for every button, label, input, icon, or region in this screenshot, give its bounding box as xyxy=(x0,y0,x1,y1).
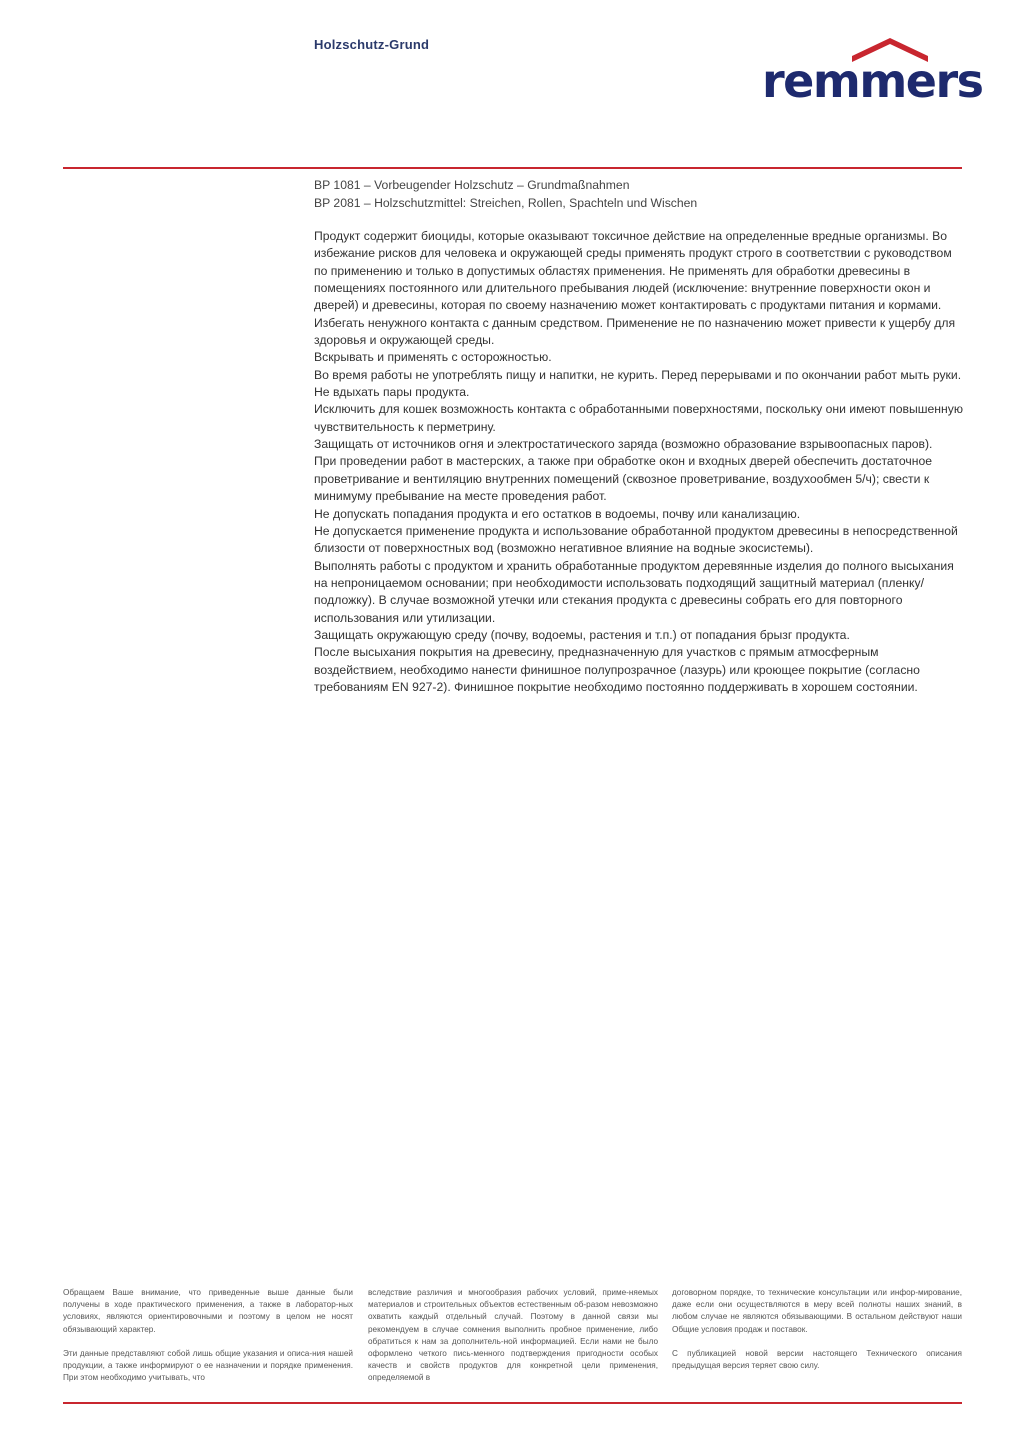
safety-paragraph: Продукт содержит биоциды, которые оказывают токсичное действие на определенные вредные организмы. Во избежание рисков для человека и окружающей среды применять продукт строго в соответствии с руководством по применению и только в допустимых областях применения. Не применять для обработки древесины в помещениях постоянного или длительного пребывания людей (исключение: внутренние поверхности окон и дверей) и древесины, которая по своему назначению может контактировать с продуктами питания и кормами. Избегать ненужного контакта с данным средством. Применение не по назначению может привести к ущербу для здоровья и окружающей среды. xyxy=(314,229,956,348)
reference-line: BP 1081 – Vorbeugender Holzschutz – Grundmaßnahmen xyxy=(314,178,630,192)
safety-paragraph: Во время работы не употреблять пищу и напитки, не курить. Перед перерывами и по окончании работ мыть руки. Не вдыхать пары продукта. xyxy=(314,367,962,400)
reference-line: BP 2081 – Holzschutzmittel: Streichen, Rollen, Spachteln und Wischen xyxy=(314,195,698,210)
safety-paragraph: Выполнять работы с продуктом и хранить обработанные продуктом деревянные изделия до полного высыхания на непроницаемом основании; при необходимости использовать подходящий защитный материал (пленку/подложку). В случае возможной утечки или стекания продукта с древесины собрать его для повторного использования или утилизации. xyxy=(314,558,954,625)
disclaimer-paragraph: Обращаем Ваше внимание, что приведенные выше данные были получены в ходе практического применения, а также в лаборатор-ных условиях, являются ориентировочными и поэтому в целом не носят обязывающий характер. xyxy=(63,1288,353,1334)
safety-paragraph: Исключить для кошек возможность контакта с обработанными поверхностями, поскольку они имеют повышенную чувствительность к перметрину. xyxy=(314,402,963,434)
disclaimer-paragraph: договорном порядке, то технические консультации или инфор-мирование, даже если они осуществляются в меру всей полноты наших знаний, в любом случае не являются обязывающими. В остальном действуют наши Общие условия продаж и поставок. xyxy=(672,1288,962,1334)
safety-instructions xyxy=(314,228,964,696)
disclaimer-paragraph: С публикацией новой версии настоящего Технического описания предыдущая версия теряет свою силу. xyxy=(672,1348,962,1371)
safety-paragraph: Защищать окружающую среду (почву, водоемы, растения и т.п.) от попадания брызг продукта. xyxy=(314,627,850,642)
disclaimer-column-1 xyxy=(63,1287,353,1384)
remmers-logo xyxy=(762,36,983,108)
disclaimer-column-3 xyxy=(672,1287,962,1372)
safety-paragraph: Защищать от источников огня и электростатического заряда (возможно образование взрывоопасных паров). xyxy=(314,437,933,452)
disclaimer-column-2 xyxy=(368,1287,658,1385)
safety-paragraph: Не допускается применение продукта и использование обработанной продуктом древесины в непосредственной близости от поверхностных вод (возможно негативное влияние на водные экосистемы). xyxy=(314,523,958,556)
safety-paragraph: При проведении работ в мастерских, а также при обработке окон и входных дверей обеспечить достаточное проветривание и вентиляцию внутренних помещений (сквозное проветривание, воздухообмен 5/ч); свести к минимуму пребывание на месте проведения работ. xyxy=(314,454,933,504)
product-title: Holzschutz-Grund xyxy=(314,37,430,52)
safety-paragraph: После высыхания покрытия на древесину, предназначенную для участков с прямым атмосферным воздействием, необходимо нанести финишное полупрозрачное (лазурь) или кроющее покрытие (согласно требованиям EN 927-2). Финишное покрытие необходимо постоянно поддерживать в хорошем состоянии. xyxy=(314,645,920,694)
footer-divider xyxy=(63,1402,962,1404)
disclaimer-paragraph: Эти данные представляют собой лишь общие указания и описа-ния нашей продукции, а также информируют о ее назначении и порядке применения. При этом необходимо учитывать, что xyxy=(63,1348,353,1383)
reference-list xyxy=(314,177,964,212)
header-divider xyxy=(63,167,962,169)
logo-wordmark: remmers xyxy=(762,54,983,108)
disclaimer-paragraph: вследствие различия и многообразия рабочих условий, приме-няемых материалов и строительных объектов естественным об-разом невозможно охватить каждый отдельный случай. Поэтому в данной связи мы рекомендуем в случае сомнения выполнить пробное применение, либо обратиться к нам за дополнитель-ной информацией. Если нами не было оформлено четкого пись-менного подтверждения пригодности особых качеств и свойств продуктов для конкретной цели применения, определяемой в xyxy=(368,1288,658,1383)
safety-paragraph: Вскрывать и применять с осторожностью. xyxy=(314,350,552,365)
safety-paragraph: Не допускать попадания продукта и его остатков в водоемы, почву или канализацию. xyxy=(314,506,801,521)
